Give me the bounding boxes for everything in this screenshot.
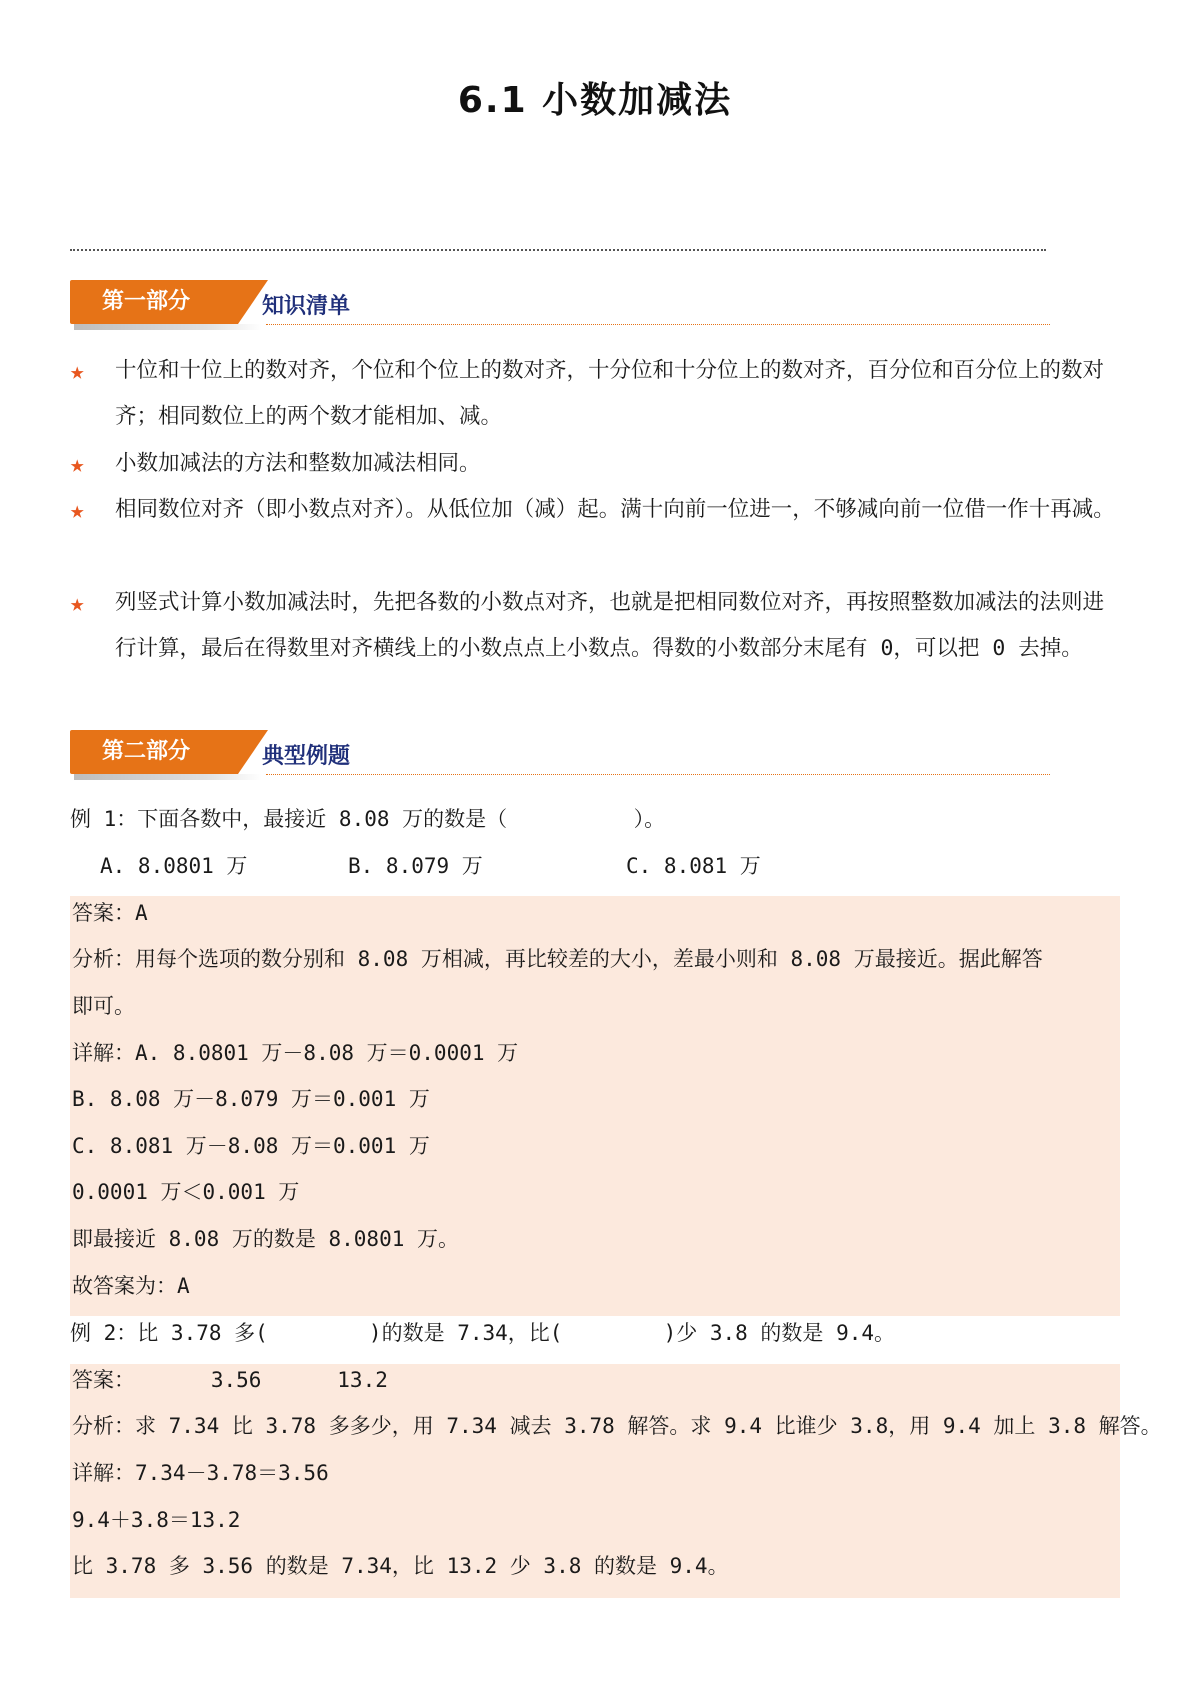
answer-line: 0.0001 万＜0.001 万 xyxy=(72,1180,300,1204)
section-label: 典型例题 xyxy=(262,744,351,769)
answer-line: 答案： 3.56 13.2 xyxy=(72,1368,388,1392)
section-rule xyxy=(266,324,1050,325)
answer-line: 答案：A xyxy=(72,901,148,925)
star-icon: ★ xyxy=(70,357,85,385)
answer-line: 详解：7.34－3.78＝3.56 xyxy=(72,1461,329,1485)
title-divider xyxy=(70,249,1046,251)
star-icon: ★ xyxy=(70,496,85,524)
star-icon: ★ xyxy=(70,589,85,617)
section-header-examples xyxy=(70,730,1050,782)
section-label: 知识清单 xyxy=(262,294,351,319)
answer-line: 分析：用每个选项的数分别和 8.08 万相减，再比较差的大小，差最小则和 8.08 万最接近。据此解答 xyxy=(72,947,1043,971)
list-item xyxy=(70,487,1120,579)
answer-line: 即最接近 8.08 万的数是 8.0801 万。 xyxy=(72,1227,460,1251)
list-item xyxy=(70,348,1120,440)
option-b: B. 8.079 万 xyxy=(348,854,483,878)
option-a: A. 8.0801 万 xyxy=(100,854,248,878)
answer-line: 详解：A. 8.0801 万－8.08 万＝0.0001 万 xyxy=(72,1041,519,1065)
bullet-text: 小数加减法的方法和整数加减法相同。 xyxy=(115,451,481,476)
answer-line: 即可。 xyxy=(72,994,135,1018)
section-header-knowledge xyxy=(70,280,1050,332)
section-tab: 第二部分 xyxy=(70,730,238,774)
answer-line: C. 8.081 万－8.08 万＝0.001 万 xyxy=(72,1134,430,1158)
bullet-text: 十位和十位上的数对齐，个位和个位上的数对齐，十分位和十分位上的数对齐，百分位和百分位上的数对齐；相同数位上的两个数才能相加、减。 xyxy=(115,358,1105,429)
answer-line: B. 8.08 万－8.079 万＝0.001 万 xyxy=(72,1087,430,1111)
bullet-text: 列竖式计算小数加减法时，先把各数的小数点对齐，也就是把相同数位对齐，再按照整数加减法的法则进行计算，最后在得数里对齐横线上的小数点点上小数点。得数的小数部分末尾有 0，可以把 0 去掉。 xyxy=(115,590,1105,661)
option-c: C. 8.081 万 xyxy=(626,854,761,878)
answer-line: 分析：求 7.34 比 3.78 多多少，用 7.34 减去 3.78 解答。求 9.4 比谁少 3.8，用 9.4 加上 3.8 解答。 xyxy=(72,1414,1162,1438)
answer-line: 比 3.78 多 3.56 的数是 7.34，比 13.2 少 3.8 的数是 9.4。 xyxy=(72,1554,729,1578)
answer-line: 故答案为：A xyxy=(72,1274,190,1298)
section-tab: 第一部分 xyxy=(70,280,238,324)
star-icon: ★ xyxy=(70,450,85,478)
section-rule xyxy=(266,774,1050,775)
example-1-question: 例 1：下面各数中，最接近 8.08 万的数是（ ）。 xyxy=(70,807,666,831)
list-item xyxy=(70,580,1120,718)
list-item xyxy=(70,441,1120,487)
example-2-question: 例 2：比 3.78 多( )的数是 7.34，比( )少 3.8 的数是 9.4。 xyxy=(70,1321,896,1345)
answer-line: 9.4＋3.8＝13.2 xyxy=(72,1508,241,1532)
bullet-text: 相同数位对齐（即小数点对齐）。从低位加（减）起。满十向前一位进一，不够减向前一位借一作十再减。 xyxy=(115,497,1115,522)
page-title: 6.1 小数加减法 xyxy=(457,80,733,121)
